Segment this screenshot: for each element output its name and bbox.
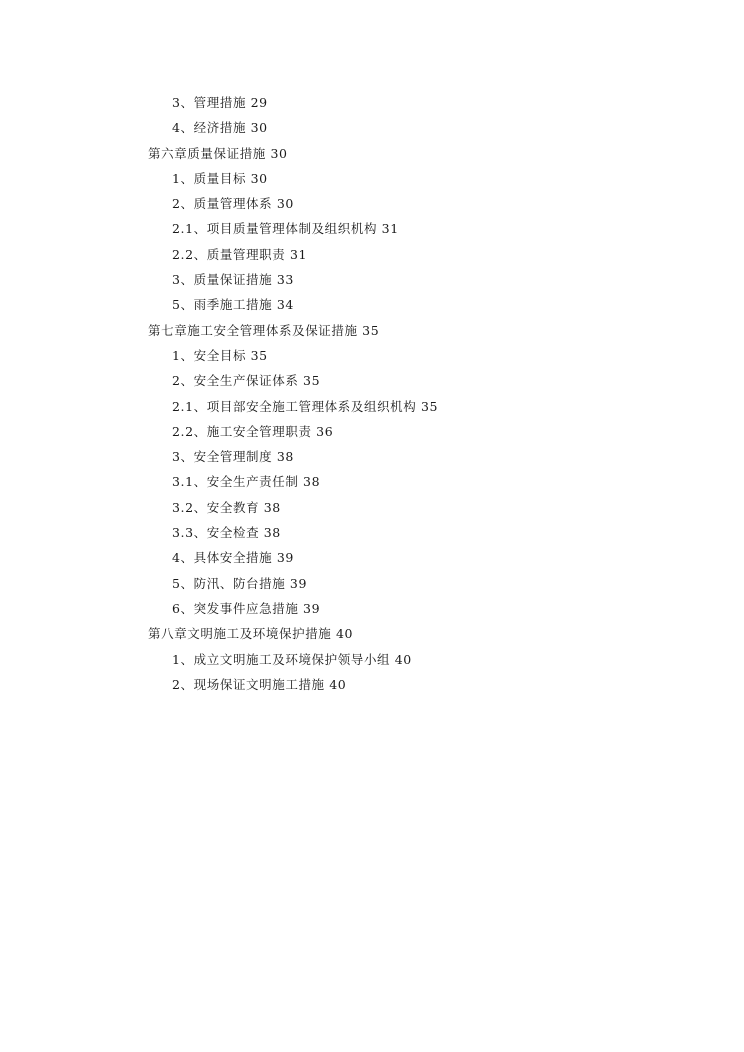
toc-section-item: 2、质量管理体系 30 (172, 196, 294, 212)
table-of-contents (0, 90, 744, 697)
toc-section-item: 1、安全目标 35 (172, 347, 268, 363)
toc-section-item: 5、雨季施工措施 34 (172, 297, 294, 313)
toc-section-item: 2、安全生产保证体系 35 (172, 373, 321, 389)
toc-section-item: 3.1、安全生产责任制 38 (172, 474, 321, 490)
toc-chapter-heading: 第八章文明施工及环境保护措施 40 (148, 626, 354, 642)
toc-section-item: 3.3、安全检查 38 (172, 525, 281, 541)
toc-section-item: 4、经济措施 30 (172, 120, 268, 136)
toc-section-item: 2.1、项目质量管理体制及组织机构 31 (172, 221, 399, 237)
toc-section-item: 4、具体安全措施 39 (172, 550, 294, 566)
toc-section-item: 6、突发事件应急措施 39 (172, 600, 321, 616)
toc-section-item: 3、质量保证措施 33 (172, 272, 294, 288)
toc-section-item: 2.2、质量管理职责 31 (172, 246, 308, 262)
toc-section-item: 3、安全管理制度 38 (172, 449, 294, 465)
toc-section-item: 1、成立文明施工及环境保护领导小组 40 (172, 651, 412, 667)
toc-section-item: 3.2、安全教育 38 (172, 499, 281, 515)
toc-section-item: 3、管理措施 29 (172, 95, 268, 110)
toc-chapter-heading: 第六章质量保证措施 30 (148, 145, 288, 161)
toc-section-item: 2.1、项目部安全施工管理体系及组织机构 35 (172, 398, 439, 414)
toc-section-item: 2、现场保证文明施工措施 40 (172, 676, 347, 692)
toc-chapter-heading: 第七章施工安全管理体系及保证措施 35 (148, 322, 380, 338)
toc-section-item: 2.2、施工安全管理职责 36 (172, 423, 334, 439)
toc-section-item: 5、防汛、防台措施 39 (172, 575, 308, 591)
toc-section-item: 1、质量目标 30 (172, 170, 268, 186)
